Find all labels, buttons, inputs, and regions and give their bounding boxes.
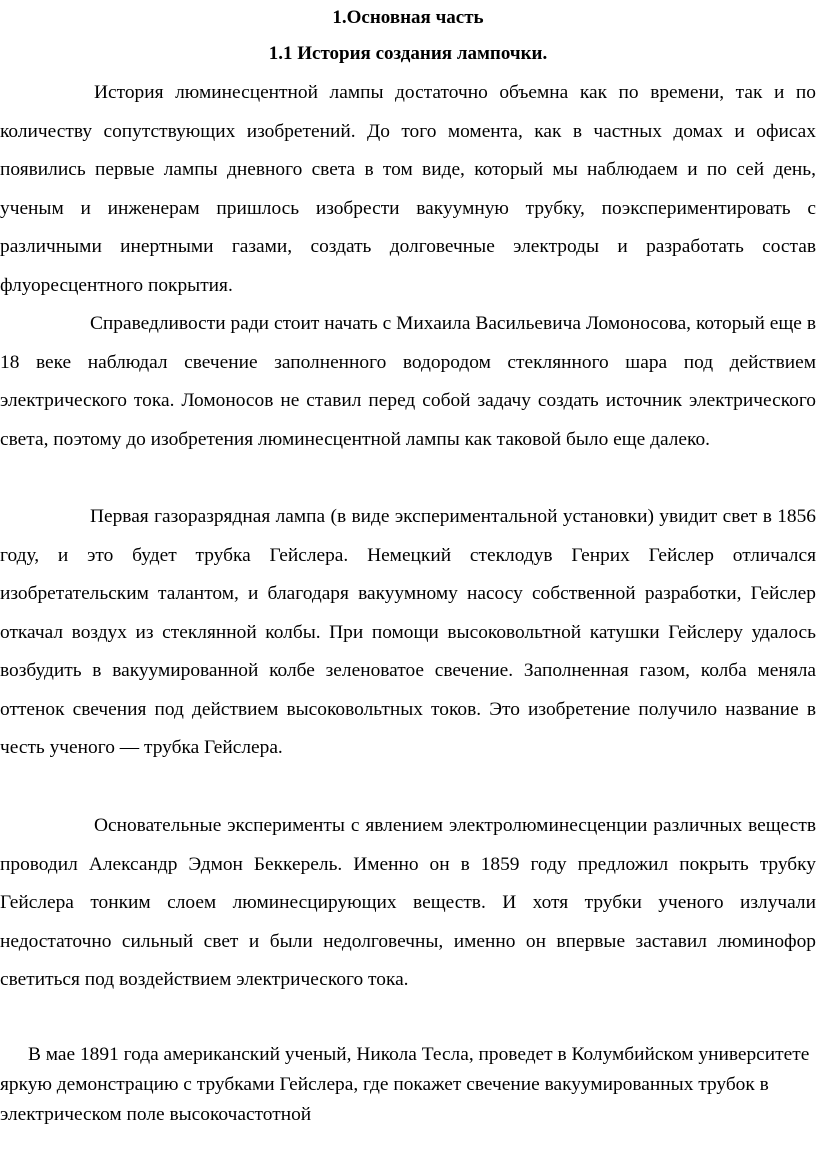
paragraph-lomonosov: Справедливости ради стоит начать с Михаила Васильевича Ломоносова, который еще в 18 веке наблюдал свечение заполненного водородом стеклянного шара под действием электрического тока. Ломоносов не ставил перед собой задачу создать источник электрического света, поэтому до изобретения люминесцентной лампы как таковой было еще далеко. [0, 313, 816, 450]
paragraph-intro: История люминесцентной лампы достаточно объемна как по времени, так и по количеству сопутствующих изобретений. До того момента, как в частных домах и офисах появились первые лампы дневного света в том виде, который мы наблюдаем и по сей день, ученым и инженерам пришлось изобрести вакуумную трубку, поэкспериментировать с различными инертными газами, создать долговечные электроды и разработать состав флуоресцентного покрытия. [0, 82, 816, 296]
subsection-heading: 1.1 История создания лампочки. [268, 43, 548, 64]
paragraph-becquerel: Основательные эксперименты с явлением электролюминесценции различных веществ проводил Александр Эдмон Беккерель. Именно он в 1859 году предложил покрыть трубку Гейслера тонким слоем люминесцирующих веществ. И хотя трубки ученого излучали недостаточно сильный свет и были недолговечны, именно он впервые заставил люминофор светиться под воздействием электрического тока. [0, 815, 816, 990]
section-heading: 1.Основная часть [332, 7, 484, 28]
paragraph-geissler: Первая газоразрядная лампа (в виде экспериментальной установки) увидит свет в 1856 году, и это будет трубка Гейслера. Немецкий стеклодув Генрих Гейслер отличался изобретательским талантом, и благодаря вакуумному насосу собственной разработки, Гейслер откачал воздух из стеклянной колбы. При помощи высоковольтной катушки Гейслеру удалось возбудить в вакуумированной колбе зеленоватое свечение. Заполненная газом, колба меняла оттенок свечения под действием высоковольтных токов. Это изобретение получило название в честь ученого — трубка Гейслера. [0, 506, 816, 758]
paragraph-tesla: В мае 1891 года американский ученый, Никола Тесла, проведет в Колумбийском университете яркую демонстрацию с трубками Гейслера, где покажет свечение вакуумированных трубок в электрическом поле высокочастотной [0, 1044, 810, 1125]
